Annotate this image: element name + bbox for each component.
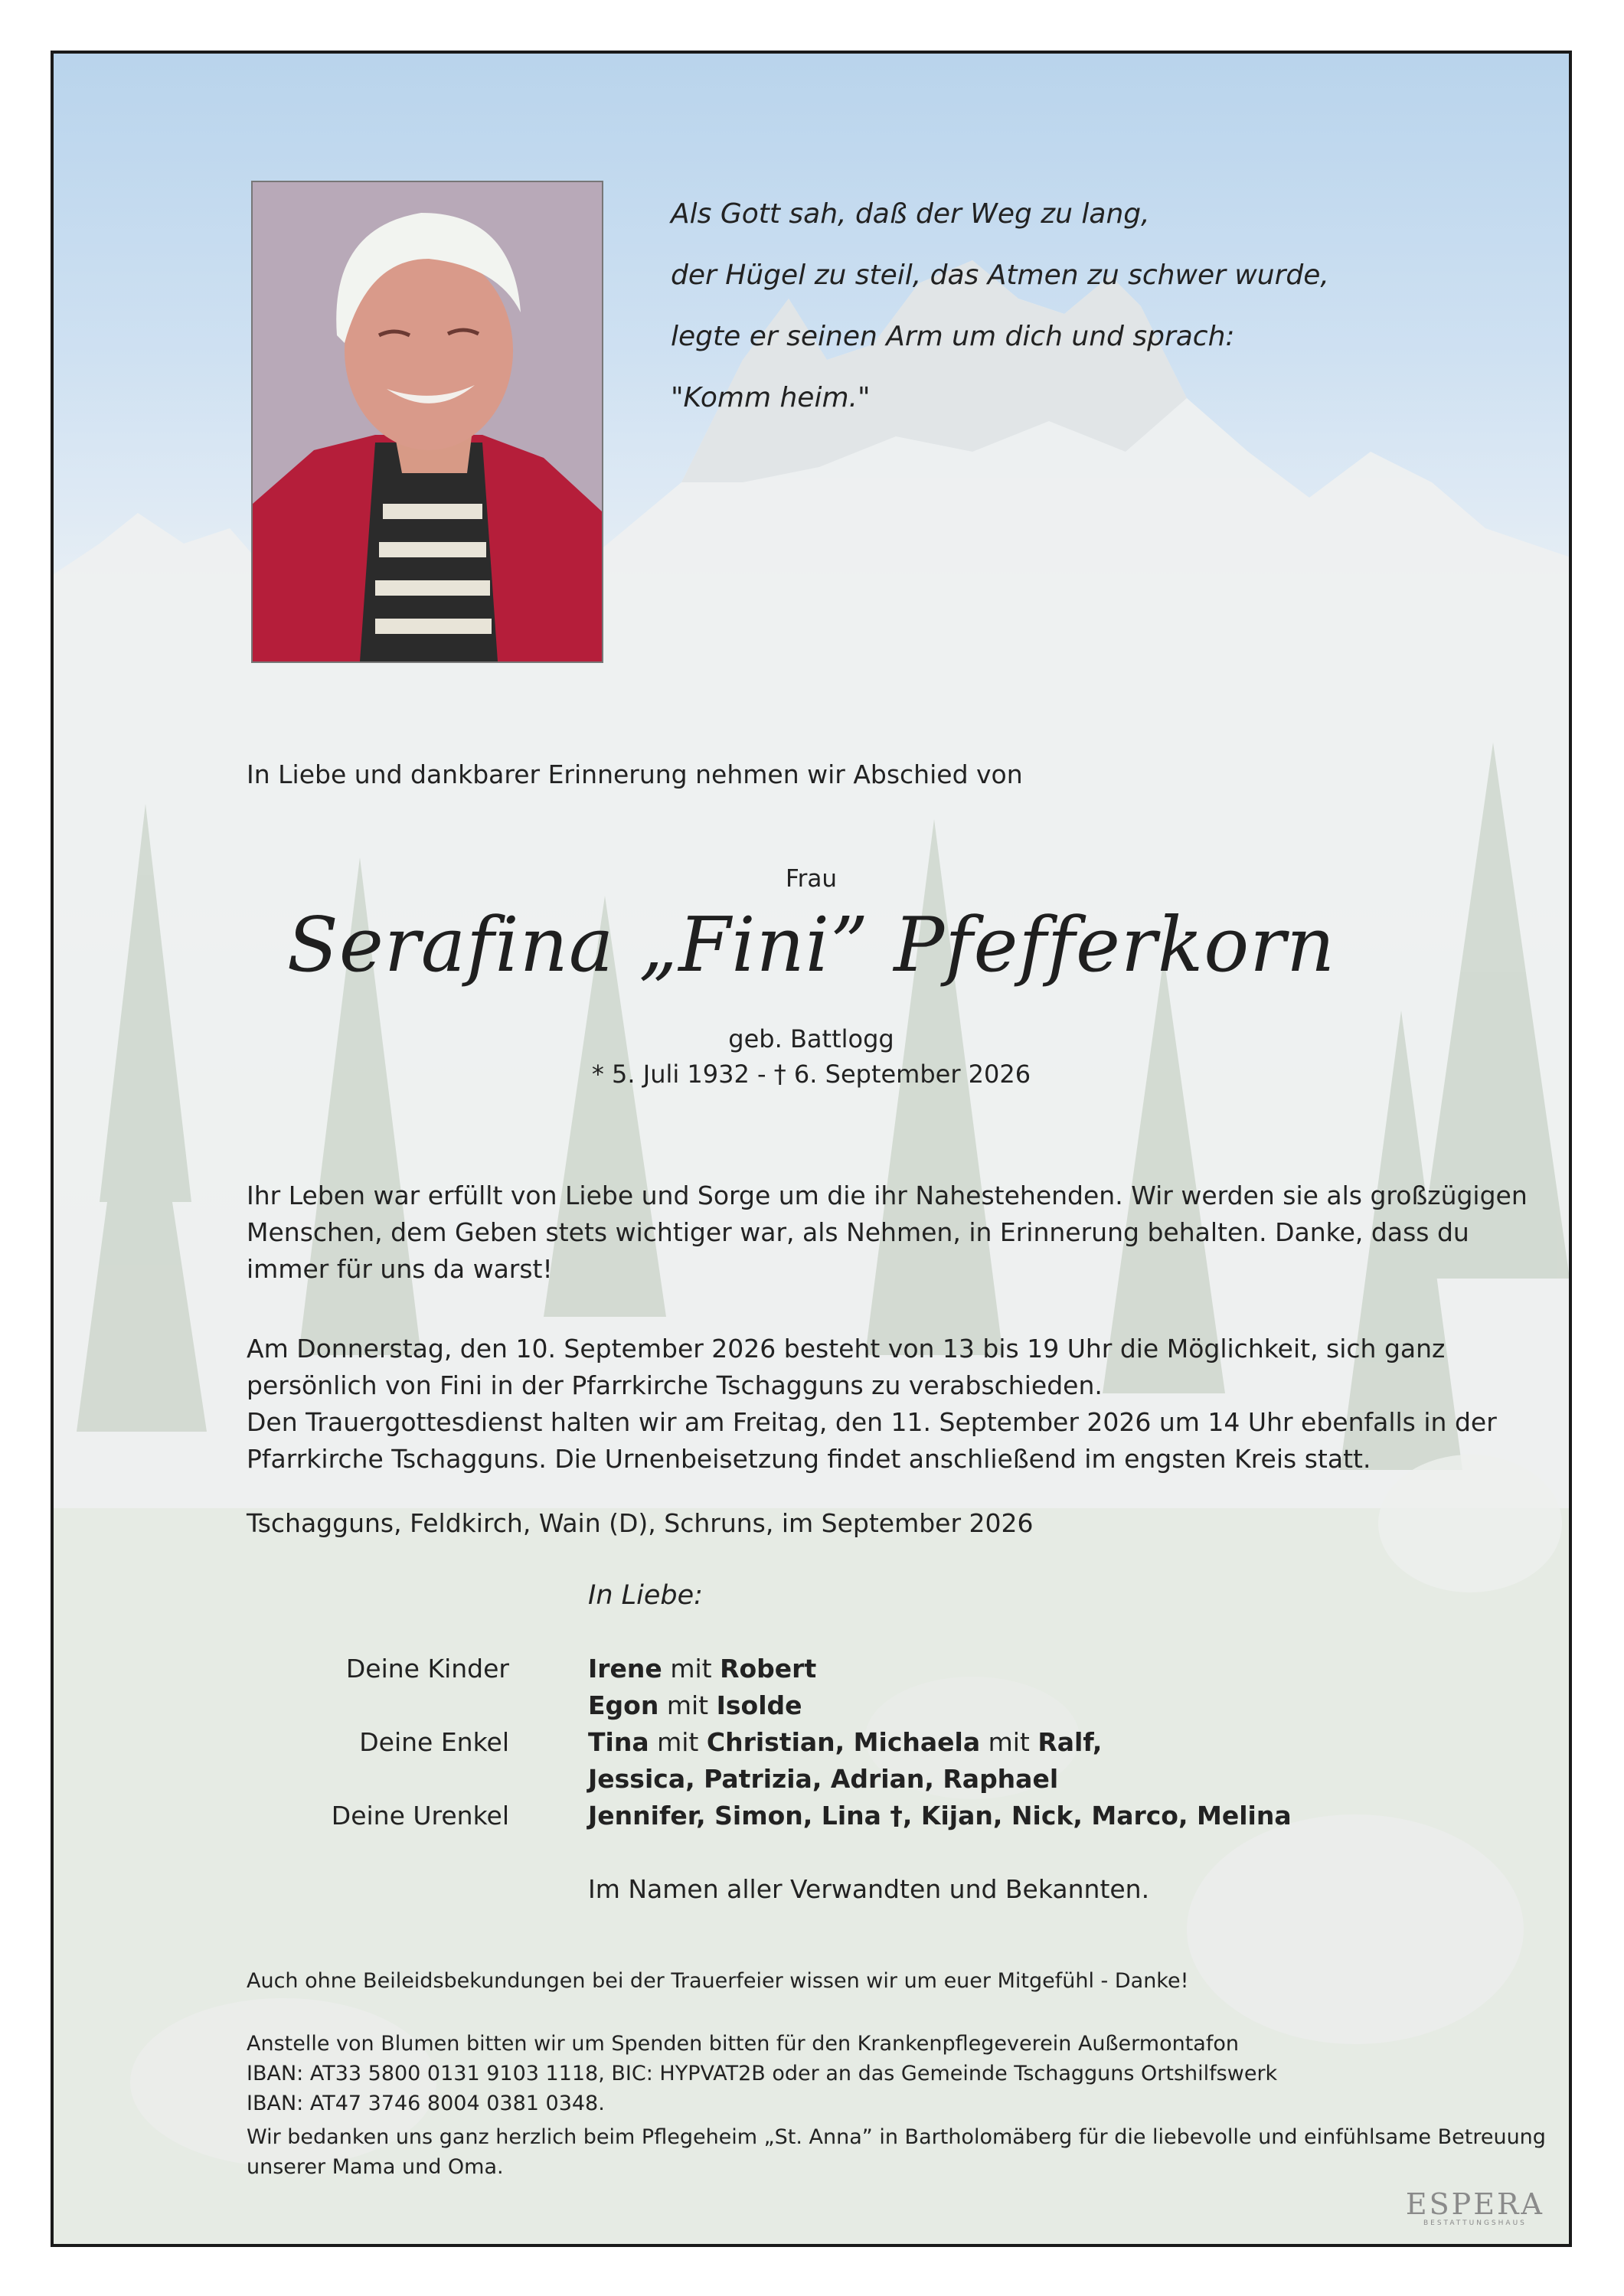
family-row-enkel bbox=[54, 1727, 1569, 1764]
family-names: Jennifer, Simon, Lina †, Kijan, Nick, Marco, Melina bbox=[588, 1801, 1292, 1831]
condolence-note: Auch ohne Beileidsbekundungen bei der Trauerfeier wissen wir um euer Mitgefühl - Danke! bbox=[247, 1969, 1189, 1993]
place-date: Tschagguns, Feldkirch, Wain (D), Schruns, im September 2026 bbox=[247, 1508, 1034, 1538]
poem-line: "Komm heim." bbox=[671, 382, 871, 413]
obituary-card bbox=[51, 51, 1572, 2247]
family-names: Egon mit Isolde bbox=[588, 1690, 802, 1720]
portrait-illustration bbox=[253, 182, 602, 661]
family-label: Deine Kinder bbox=[345, 1654, 509, 1684]
deceased-name: Serafina „Fini” Pfefferkorn bbox=[286, 902, 1336, 989]
family-row-kinder-2 bbox=[54, 1690, 1569, 1727]
poem bbox=[671, 184, 1436, 429]
farewell-service: Den Trauergottesdienst halten wir am Freitag, den 11. September 2026 um 14 Uhr ebenfalls in der Pfarrkirche Tschagguns. Die Urnenbeisetzung findet anschließend im engsten Kreis statt. bbox=[247, 1407, 1497, 1474]
logo-name: ESPERA bbox=[1405, 2187, 1544, 2221]
family-names: Tina mit Christian, Michaela mit Ralf, bbox=[588, 1727, 1103, 1757]
salutation: Frau bbox=[786, 865, 837, 893]
farewell-viewing: Am Donnerstag, den 10. September 2026 besteht von 13 bis 19 Uhr die Möglichkeit, sich ganz persönlich von Fini in der Pfarrkirche Tschagguns zu verabschieden. bbox=[247, 1334, 1446, 1400]
family-names: Irene mit Robert bbox=[588, 1654, 817, 1684]
family-row-kinder bbox=[54, 1654, 1569, 1690]
donation-line: Anstelle von Blumen bitten wir um Spenden bitten für den Krankenpflegeverein Außermontafon bbox=[247, 2032, 1239, 2056]
poem-line: legte er seinen Arm um dich und sprach: bbox=[671, 321, 1235, 352]
life-dates: * 5. Juli 1932 - † 6. September 2026 bbox=[591, 1060, 1031, 1089]
family-row-enkel-2 bbox=[54, 1764, 1569, 1801]
im-namen-text: Im Namen aller Verwandten und Bekannten. bbox=[588, 1874, 1150, 1904]
family-label: Deine Enkel bbox=[359, 1727, 509, 1757]
portrait-photo bbox=[251, 181, 603, 663]
thanks-note: Wir bedanken uns ganz herzlich beim Pflegeheim „St. Anna” in Bartholomäberg für die liebevolle und einfühlsame Betreuung unserer Mama und Oma. bbox=[247, 2125, 1546, 2179]
donation-line: IBAN: AT47 3746 8004 0381 0348. bbox=[247, 2092, 605, 2115]
logo-subtitle: BESTATTUNGSHAUS bbox=[1423, 2219, 1527, 2227]
in-liebe-heading: In Liebe: bbox=[588, 1580, 703, 1611]
intro-text: In Liebe und dankbarer Erinnerung nehmen wir Abschied von bbox=[247, 759, 1023, 789]
poem-line: Als Gott sah, daß der Weg zu lang, bbox=[671, 198, 1150, 230]
funeral-home-logo bbox=[1406, 2187, 1544, 2227]
poem-line: der Hügel zu steil, das Atmen zu schwer wurde, bbox=[671, 260, 1329, 291]
family-label: Deine Urenkel bbox=[331, 1801, 509, 1831]
donation-note bbox=[247, 2029, 1548, 2118]
farewell-paragraph bbox=[247, 1331, 1533, 1478]
life-paragraph: Ihr Leben war erfüllt von Liebe und Sorge um die ihr Nahestehenden. Wir werden sie als großzügigen Menschen, dem Geben stets wichtiger war, als Nehmen, in Erinnerung behalten. Danke, dass du immer für uns da warst! bbox=[247, 1181, 1528, 1284]
donation-line: IBAN: AT33 5800 0131 9103 1118, BIC: HYPVAT2B oder an das Gemeinde Tschagguns Ortshilfswerk bbox=[247, 2062, 1278, 2085]
family-names: Jessica, Patrizia, Adrian, Raphael bbox=[588, 1764, 1059, 1794]
birth-name: geb. Battlogg bbox=[728, 1024, 894, 1053]
family-row-urenkel bbox=[54, 1801, 1569, 1837]
